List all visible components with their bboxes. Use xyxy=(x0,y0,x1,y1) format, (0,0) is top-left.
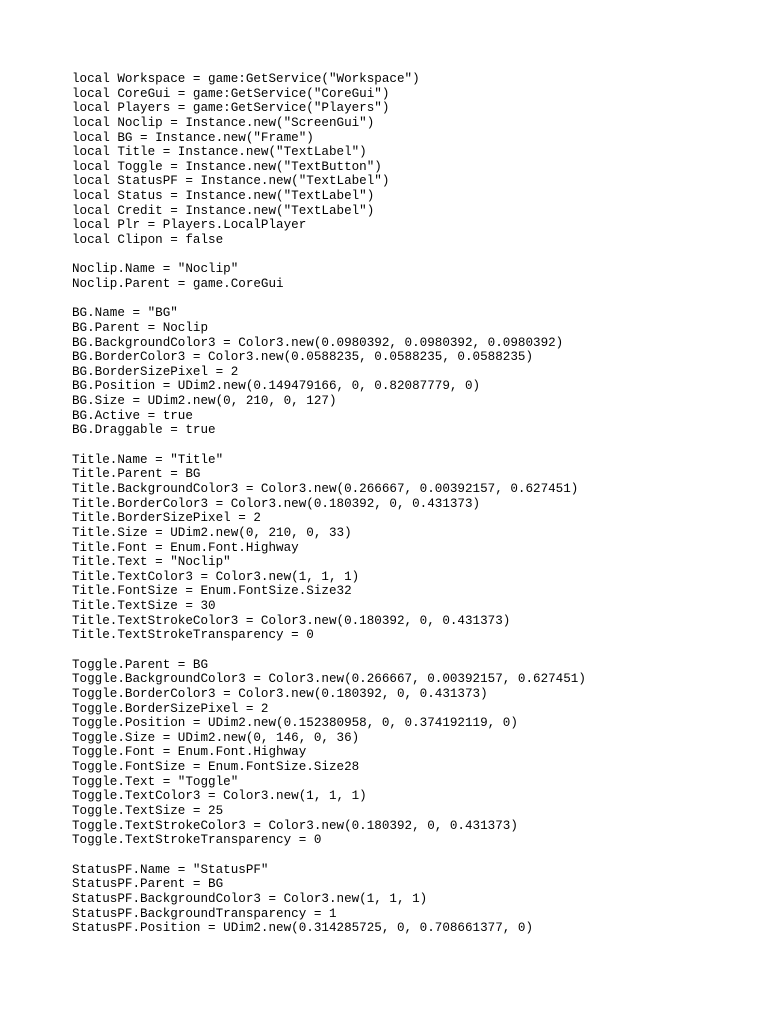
code-line: Title.Parent = BG xyxy=(72,467,201,482)
code-line: Title.BorderSizePixel = 2 xyxy=(72,511,261,526)
code-line: StatusPF.BackgroundColor3 = Color3.new(1, 1, 1) xyxy=(72,891,428,906)
blank-line xyxy=(72,643,752,658)
code-block xyxy=(72,658,752,848)
code-line: Title.FontSize = Enum.FontSize.Size32 xyxy=(72,584,352,599)
code-block xyxy=(72,306,752,438)
code-line: local Status = Instance.new("TextLabel") xyxy=(72,189,375,204)
code-line: Toggle.Text = "Toggle" xyxy=(72,774,239,789)
blank-line xyxy=(72,292,752,307)
code-line: Toggle.Font = Enum.Font.Highway xyxy=(72,745,307,760)
code-line: Toggle.TextStrokeTransparency = 0 xyxy=(72,833,322,848)
code-line: BG.Parent = Noclip xyxy=(72,320,209,335)
code-line: BG.Active = true xyxy=(72,408,193,423)
code-line: StatusPF.BackgroundTransparency = 1 xyxy=(72,906,337,921)
code-line: local Title = Instance.new("TextLabel") xyxy=(72,145,367,160)
code-line: Title.BackgroundColor3 = Color3.new(0.266667, 0.00392157, 0.627451) xyxy=(72,481,579,496)
code-line: Toggle.BackgroundColor3 = Color3.new(0.266667, 0.00392157, 0.627451) xyxy=(72,672,586,687)
code-line: StatusPF.Parent = BG xyxy=(72,877,224,892)
code-line: Noclip.Name = "Noclip" xyxy=(72,262,239,277)
code-line: Toggle.TextColor3 = Color3.new(1, 1, 1) xyxy=(72,789,367,804)
code-line: Title.Name = "Title" xyxy=(72,452,224,467)
code-line: Title.Size = UDim2.new(0, 210, 0, 33) xyxy=(72,525,352,540)
blank-line xyxy=(72,438,752,453)
code-line: StatusPF.Name = "StatusPF" xyxy=(72,862,269,877)
code-line: BG.Name = "BG" xyxy=(72,306,178,321)
code-line: local Clipon = false xyxy=(72,233,224,248)
code-line: BG.Position = UDim2.new(0.149479166, 0, 0.82087779, 0) xyxy=(72,379,481,394)
code-line: BG.Size = UDim2.new(0, 210, 0, 127) xyxy=(72,394,337,409)
blank-line xyxy=(72,848,752,863)
code-line: local Workspace = game:GetService("Workspace") xyxy=(72,72,420,86)
code-line: BG.BorderColor3 = Color3.new(0.0588235, 0.0588235, 0.0588235) xyxy=(72,350,534,365)
code-line: local Noclip = Instance.new("ScreenGui") xyxy=(72,115,375,130)
code-line: local StatusPF = Instance.new("TextLabel") xyxy=(72,174,390,189)
code-block xyxy=(72,262,752,291)
code-block xyxy=(72,453,752,643)
code-line: Title.BorderColor3 = Color3.new(0.180392, 0, 0.431373) xyxy=(72,496,481,511)
code-line: StatusPF.Position = UDim2.new(0.314285725, 0, 0.708661377, 0) xyxy=(72,921,534,936)
code-line: Title.TextStrokeColor3 = Color3.new(0.180392, 0, 0.431373) xyxy=(72,613,511,628)
code-line: Toggle.FontSize = Enum.FontSize.Size28 xyxy=(72,760,360,775)
code-line: BG.Draggable = true xyxy=(72,423,216,438)
code-line: local CoreGui = game:GetService("CoreGui") xyxy=(72,86,390,101)
code-line: Toggle.TextStrokeColor3 = Color3.new(0.180392, 0, 0.431373) xyxy=(72,818,518,833)
code-line: local Credit = Instance.new("TextLabel") xyxy=(72,203,375,218)
code-line: local Toggle = Instance.new("TextButton") xyxy=(72,159,382,174)
code-line: Title.Font = Enum.Font.Highway xyxy=(72,540,299,555)
code-line: BG.BackgroundColor3 = Color3.new(0.0980392, 0.0980392, 0.0980392) xyxy=(72,335,564,350)
code-line: Toggle.TextSize = 25 xyxy=(72,804,224,819)
code-line: local BG = Instance.new("Frame") xyxy=(72,130,314,145)
code-line: Noclip.Parent = game.CoreGui xyxy=(72,276,284,291)
code-line: BG.BorderSizePixel = 2 xyxy=(72,364,239,379)
code-block xyxy=(72,863,752,936)
code-line: local Plr = Players.LocalPlayer xyxy=(72,218,307,233)
code-line: Toggle.BorderColor3 = Color3.new(0.180392, 0, 0.431373) xyxy=(72,686,488,701)
code-line: Toggle.Position = UDim2.new(0.152380958, 0, 0.374192119, 0) xyxy=(72,716,518,731)
code-line: Title.TextSize = 30 xyxy=(72,599,216,614)
code-line: Title.Text = "Noclip" xyxy=(72,555,231,570)
code-line: local Players = game:GetService("Players") xyxy=(72,101,390,116)
code-line: Toggle.Parent = BG xyxy=(72,657,209,672)
code-block xyxy=(72,72,752,248)
blank-line xyxy=(72,248,752,263)
code-line: Title.TextColor3 = Color3.new(1, 1, 1) xyxy=(72,569,360,584)
code-line: Toggle.BorderSizePixel = 2 xyxy=(72,701,269,716)
code-line: Toggle.Size = UDim2.new(0, 146, 0, 36) xyxy=(72,730,360,745)
code-line: Title.TextStrokeTransparency = 0 xyxy=(72,628,314,643)
code-listing xyxy=(72,72,752,936)
